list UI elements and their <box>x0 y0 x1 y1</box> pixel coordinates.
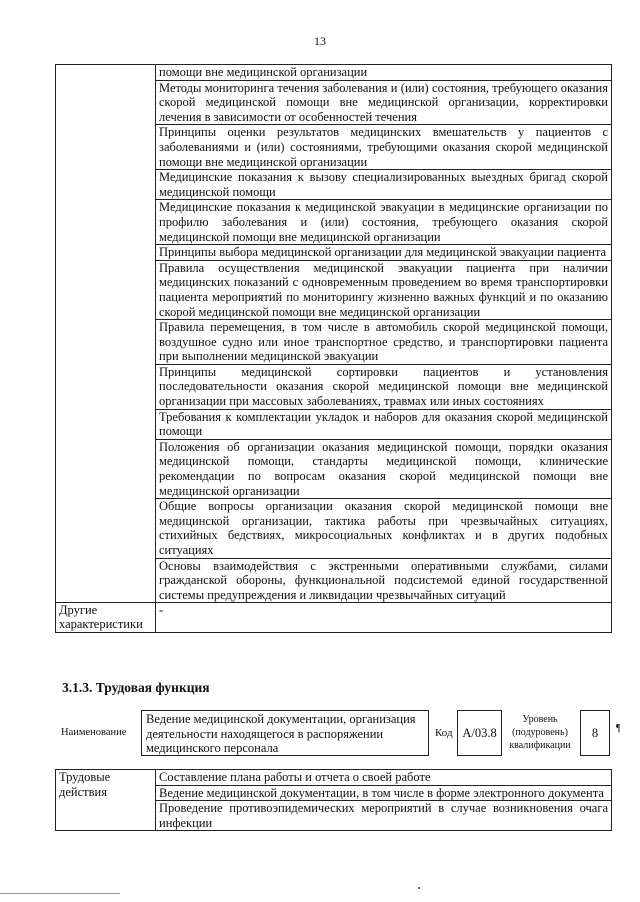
knowledge-item: Общие вопросы организации оказания скорой медицинской помощи вне медицинской организации, тактика работы при чрезвычайных ситуациях, стихийных бедствиях, микросоциальных конфликтах и в других подобных ситуациях <box>156 499 612 558</box>
qualification-level-box: 8 <box>580 710 610 756</box>
knowledge-item: Правила осуществления медицинской эвакуации пациента при наличии медицинских показаний с одновременным проведением во время транспортировки пациента мероприятий по мониторингу жизненно важных функций и по оказанию скорой медицинской помощи вне медицинской организации <box>156 260 612 319</box>
knowledge-item: Методы мониторинга течения заболевания и (или) состояния, требующего оказания скорой медицинской помощи вне медицинской организации, корректировки лечения в зависимости от особенностей течения <box>156 80 612 125</box>
code-label: Код <box>435 727 453 739</box>
table-row <box>56 65 612 81</box>
labor-actions-table <box>55 769 612 831</box>
qualification-level-label: Уровень (подуровень) квалификации <box>509 714 571 751</box>
scan-dot <box>418 887 420 889</box>
table-row <box>56 603 612 633</box>
knowledge-item: Принципы выбора медицинской организации для медицинской эвакуации пациента <box>156 245 612 261</box>
labor-action-item: Составление плана работы и отчета о своей работе <box>156 770 612 786</box>
footer-rule <box>0 893 120 894</box>
side-mark: ¶ <box>616 723 621 734</box>
knowledge-item: Медицинские показания к вызову специализированных выездных бригад скорой медицинской помощи <box>156 170 612 200</box>
table-row <box>56 770 612 786</box>
knowledge-item: Требования к комплектации укладок и наборов для оказания скорой медицинской помощи <box>156 409 612 439</box>
knowledge-item: Принципы медицинской сортировки пациентов и установления последовательности оказания скорой медицинской помощи вне медицинской организации при массовых заболеваниях, травмах или иных состояниях <box>156 364 612 409</box>
knowledge-item: Принципы оценки результатов медицинских вмешательств у пациентов с заболеваниями и (или) состояниями, требующими оказания скорой медицинской помощи вне медицинской организации <box>156 125 612 170</box>
knowledge-item: Медицинские показания к медицинской эвакуации в медицинские организации по профилю заболевания и (или) состояния, требующего оказания скорой медицинской помощи вне медицинской организации <box>156 200 612 245</box>
other-characteristics-label: Другие характеристики <box>56 603 156 633</box>
knowledge-table <box>55 64 612 633</box>
other-characteristics-value: - <box>156 603 612 633</box>
knowledge-item: помощи вне медицинской организации <box>156 65 612 81</box>
name-label: Наименование <box>61 727 127 738</box>
knowledge-item: Правила перемещения, в том числе в автомобиль скорой медицинской помощи, воздушное судно или иное транспортное средство, и транспортировки пациента при выполнении медицинской эвакуации <box>156 320 612 365</box>
knowledge-item: Основы взаимодействия с экстренными оперативными службами, силами гражданской обороны, функциональной подсистемой единой государственной системы предупреждения и ликвидации чрезвычайных ситуаций <box>156 558 612 603</box>
labor-action-item: Ведение медицинской документации, в том числе в форме электронного документа <box>156 785 612 801</box>
function-name-box: Ведение медицинской документации, организация деятельности находящегося в распоряжении медицинского персонала <box>141 710 429 756</box>
labor-actions-label: Трудовые действия <box>56 770 156 831</box>
row-label-cell <box>56 65 156 603</box>
labor-action-item: Проведение противоэпидемических мероприятий в случае возникновения очага инфекции <box>156 801 612 831</box>
page-number: 13 <box>314 34 326 48</box>
code-box: A/03.8 <box>457 710 502 756</box>
section-heading: 3.1.3. Трудовая функция <box>62 680 210 695</box>
knowledge-item: Положения об организации оказания медицинской помощи, порядки оказания медицинской помощи, стандарты медицинской помощи, клинические рекомендации по вопросам оказания скорой медицинской помощи вне медицинской организации <box>156 439 612 498</box>
